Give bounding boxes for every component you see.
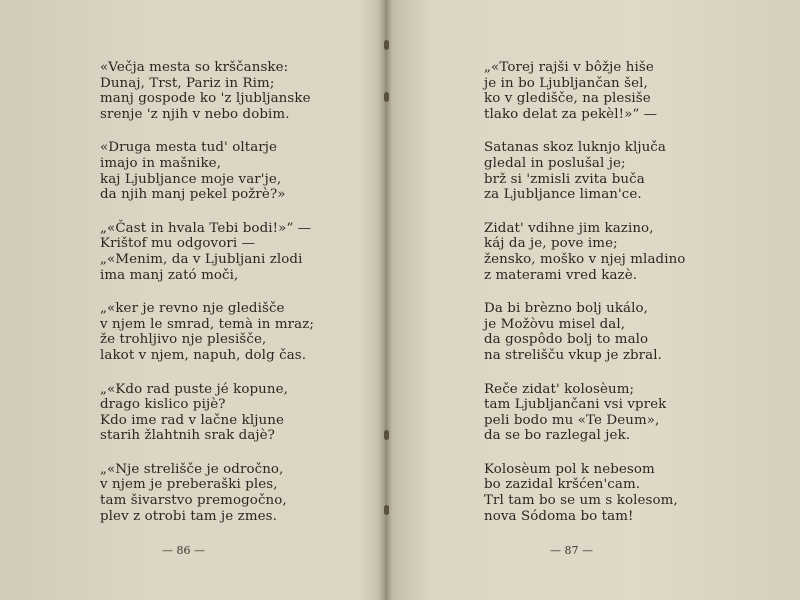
verse-line: brž si 'zmisli zvita buča	[484, 171, 645, 187]
stanza	[484, 60, 744, 122]
verse-line: Trl tam bo se um s kolesom,	[484, 493, 678, 509]
verse-line: kaj Ljubljance moje var'je,	[100, 171, 282, 187]
stanza	[100, 301, 370, 363]
verse-line: «Večja mesta so krščanske:	[100, 60, 289, 75]
verse-line: Satanas skoz luknjo ključa	[484, 140, 666, 156]
stanza	[484, 140, 744, 202]
verse-line: da se bo razlegal jek.	[484, 428, 631, 444]
stanza	[484, 382, 744, 444]
verse-line: na strelišču vkup je zbral.	[484, 347, 662, 363]
stanza	[484, 221, 744, 283]
verse-line: Dunaj, Trst, Pariz in Rim;	[100, 75, 275, 91]
verse-line: Kdo ime rad v lačne kljune	[100, 412, 284, 428]
binding-stitch	[384, 430, 389, 440]
verse-line: bo zazidal kršćen'cam.	[484, 477, 641, 493]
verse-line: žensko, moško v njej mladino	[484, 251, 686, 267]
verse-line: nova Sódoma bo tam!	[484, 508, 634, 524]
binding-stitch	[384, 40, 389, 50]
verse-line: tam Ljubljančani vsi vprek	[484, 397, 667, 413]
verse-line: ko v gledišče, na plesiše	[484, 91, 651, 107]
verse-line: da njih manj pekel požrè?»	[100, 187, 286, 203]
verse-line: z materami vred kazè.	[484, 267, 638, 283]
verse-line: starih žlahtnih srak dajè?	[100, 428, 275, 444]
stanza	[484, 301, 744, 363]
verse-line: v njem le smrad, temà in mraz;	[100, 316, 315, 332]
verse-line: Da bi brèzno bolj ukálo,	[484, 301, 649, 317]
verse-line: da gospôdo bolj to malo	[484, 332, 649, 348]
verse-line: tam šivarstvo premogočno,	[100, 493, 287, 509]
verse-line: drago kislico pijè?	[100, 397, 226, 413]
stanza	[100, 382, 370, 444]
verse-line: gledal in poslušal je;	[484, 155, 626, 171]
verse-line: je Možòvu misel dal,	[484, 316, 626, 332]
verse-line: ima manj zató moči,	[100, 267, 239, 283]
verse-line: Zidat' vdihne jim kazino,	[484, 220, 654, 236]
stanza	[484, 462, 744, 524]
binding-stitch	[384, 505, 389, 515]
verse-line: manj gospode ko 'z ljubljanske	[100, 91, 311, 107]
stanza	[100, 140, 370, 202]
verse-line: Krištof mu odgovori —	[100, 236, 256, 252]
verse-line: «Druga mesta tud' oltarje	[100, 140, 278, 156]
verse-line: lakot v njem, napuh, dolg čas.	[100, 347, 307, 363]
verse-line: káj da je, pove ime;	[484, 236, 618, 252]
verse-line: Reče zidat' kolosèum;	[484, 381, 635, 397]
verse-line: peli bodo mu «Te Deum»,	[484, 412, 660, 428]
left-page	[100, 60, 370, 542]
verse-line: „«Torej rajši v bôžje hiše	[484, 60, 654, 75]
verse-line: v njem je preberaški ples,	[100, 477, 278, 493]
verse-line: srenje 'z njih v nebo dobim.	[100, 106, 290, 122]
verse-line: Kolosèum pol k nebesom	[484, 461, 655, 477]
verse-line: imajo in mašnike,	[100, 155, 222, 171]
verse-line: plev z otrobi tam je zmes.	[100, 508, 277, 524]
binding-stitch	[384, 92, 389, 102]
verse-line: že trohljivo nje plesišče,	[100, 332, 267, 348]
stanza	[100, 462, 370, 524]
verse-line: je in bo Ljubljančan šel,	[484, 75, 648, 91]
verse-line: „«Kdo rad puste jé kopune,	[100, 381, 288, 397]
verse-line: „«ker je revno nje gledišče	[100, 301, 285, 317]
verse-line: „«Menim, da v Ljubljani zlodi	[100, 251, 303, 267]
verse-line: „«Čast in hvala Tebi bodi!»“ —	[100, 220, 312, 236]
right-page	[484, 60, 744, 542]
page-number-right: — 87 —	[550, 544, 593, 557]
stanza	[100, 221, 370, 283]
verse-line: „«Nje strelišče je odročno,	[100, 461, 284, 477]
verse-line: tlako delat za pekèl!»“ —	[484, 106, 658, 122]
verse-line: za Ljubljance liman'ce.	[484, 187, 642, 203]
page-number-left: — 86 —	[162, 544, 205, 557]
stanza	[100, 60, 370, 122]
